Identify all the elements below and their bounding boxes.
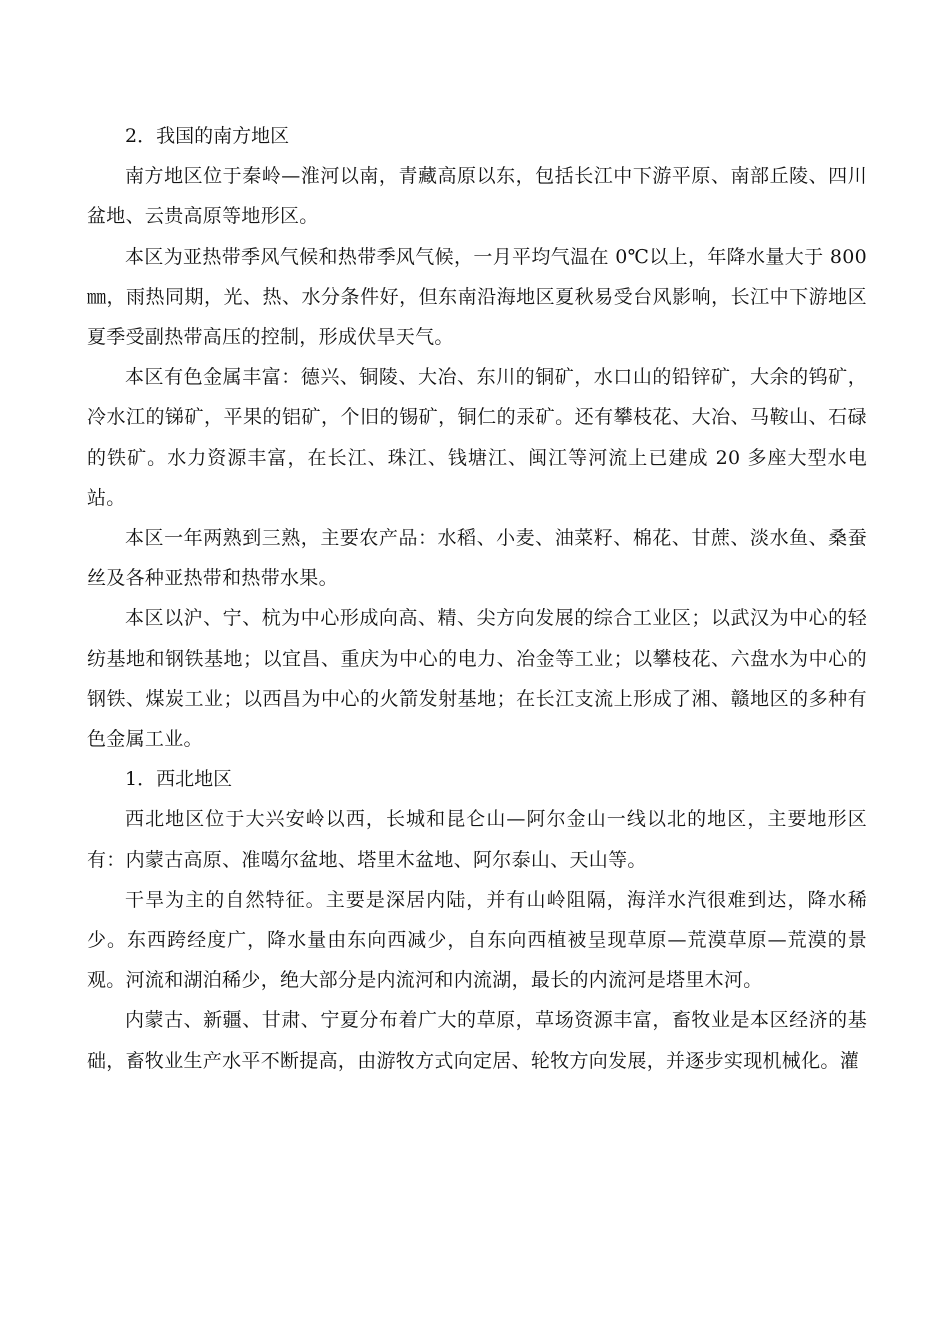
paragraph-northwest-climate: 干旱为主的自然特征。主要是深居内陆，并有山岭阻隔，海洋水汽很难到达，降水稀少。东西跨经度广，降水量由东向西减少，自东向西植被呈现草原—荒漠草原—荒漠的景观。河流和湖泊稀少，绝大部分是内流河和内流湖，最长的内流河是塔里木河。 bbox=[87, 888, 867, 992]
paragraph-south-climate: 本区为亚热带季风气候和热带季风气候，一月平均气温在 0℃以上，年降水量大于 800㎜，雨热同期，光、热、水分条件好，但东南沿海地区夏秋易受台风影响，长江中下游地区夏季受副热带高压的控制，形成伏旱天气。 bbox=[87, 245, 867, 349]
paragraph-south-minerals: 本区有色金属丰富：德兴、铜陵、大冶、东川的铜矿，水口山的铅锌矿，大余的钨矿，冷水江的锑矿，平果的铝矿，个旧的锡矿，铜仁的汞矿。还有攀枝花、大冶、马鞍山、石碌的铁矿。水力资源丰富，在长江、珠江、钱塘江、闽江等河流上已建成 20 多座大型水电站。 bbox=[87, 366, 867, 509]
section-heading-south: 2．我国的南方地区 bbox=[125, 125, 290, 147]
paragraph-south-agriculture: 本区一年两熟到三熟，主要农产品：水稻、小麦、油菜籽、棉花、甘蔗、淡水鱼、桑蚕丝及各种亚热带和热带水果。 bbox=[87, 527, 867, 590]
paragraph-northwest-location: 西北地区位于大兴安岭以西，长城和昆仑山—阿尔金山一线以北的地区，主要地形区有：内蒙古高原、准噶尔盆地、塔里木盆地、阿尔泰山、天山等。 bbox=[87, 808, 867, 871]
paragraph-south-location: 南方地区位于秦岭—淮河以南，青藏高原以东，包括长江中下游平原、南部丘陵、四川盆地、云贵高原等地形区。 bbox=[87, 165, 867, 228]
section-heading-northwest: 1．西北地区 bbox=[125, 768, 233, 791]
paragraph-northwest-grassland: 内蒙古、新疆、甘肃、宁夏分布着广大的草原，草场资源丰富，畜牧业是本区经济的基础，畜牧业生产水平不断提高，由游牧方式向定居、轮牧方向发展，并逐步实现机械化。灌 bbox=[87, 1009, 867, 1072]
paragraph-south-industry: 本区以沪、宁、杭为中心形成向高、精、尖方向发展的综合工业区；以武汉为中心的轻纺基地和钢铁基地；以宜昌、重庆为中心的电力、冶金等工业；以攀枝花、六盘水为中心的钢铁、煤炭工业；以西昌为中心的火箭发射基地；在长江支流上形成了湘、赣地区的多种有色金属工业。 bbox=[87, 607, 867, 751]
document-body bbox=[87, 116, 867, 1081]
